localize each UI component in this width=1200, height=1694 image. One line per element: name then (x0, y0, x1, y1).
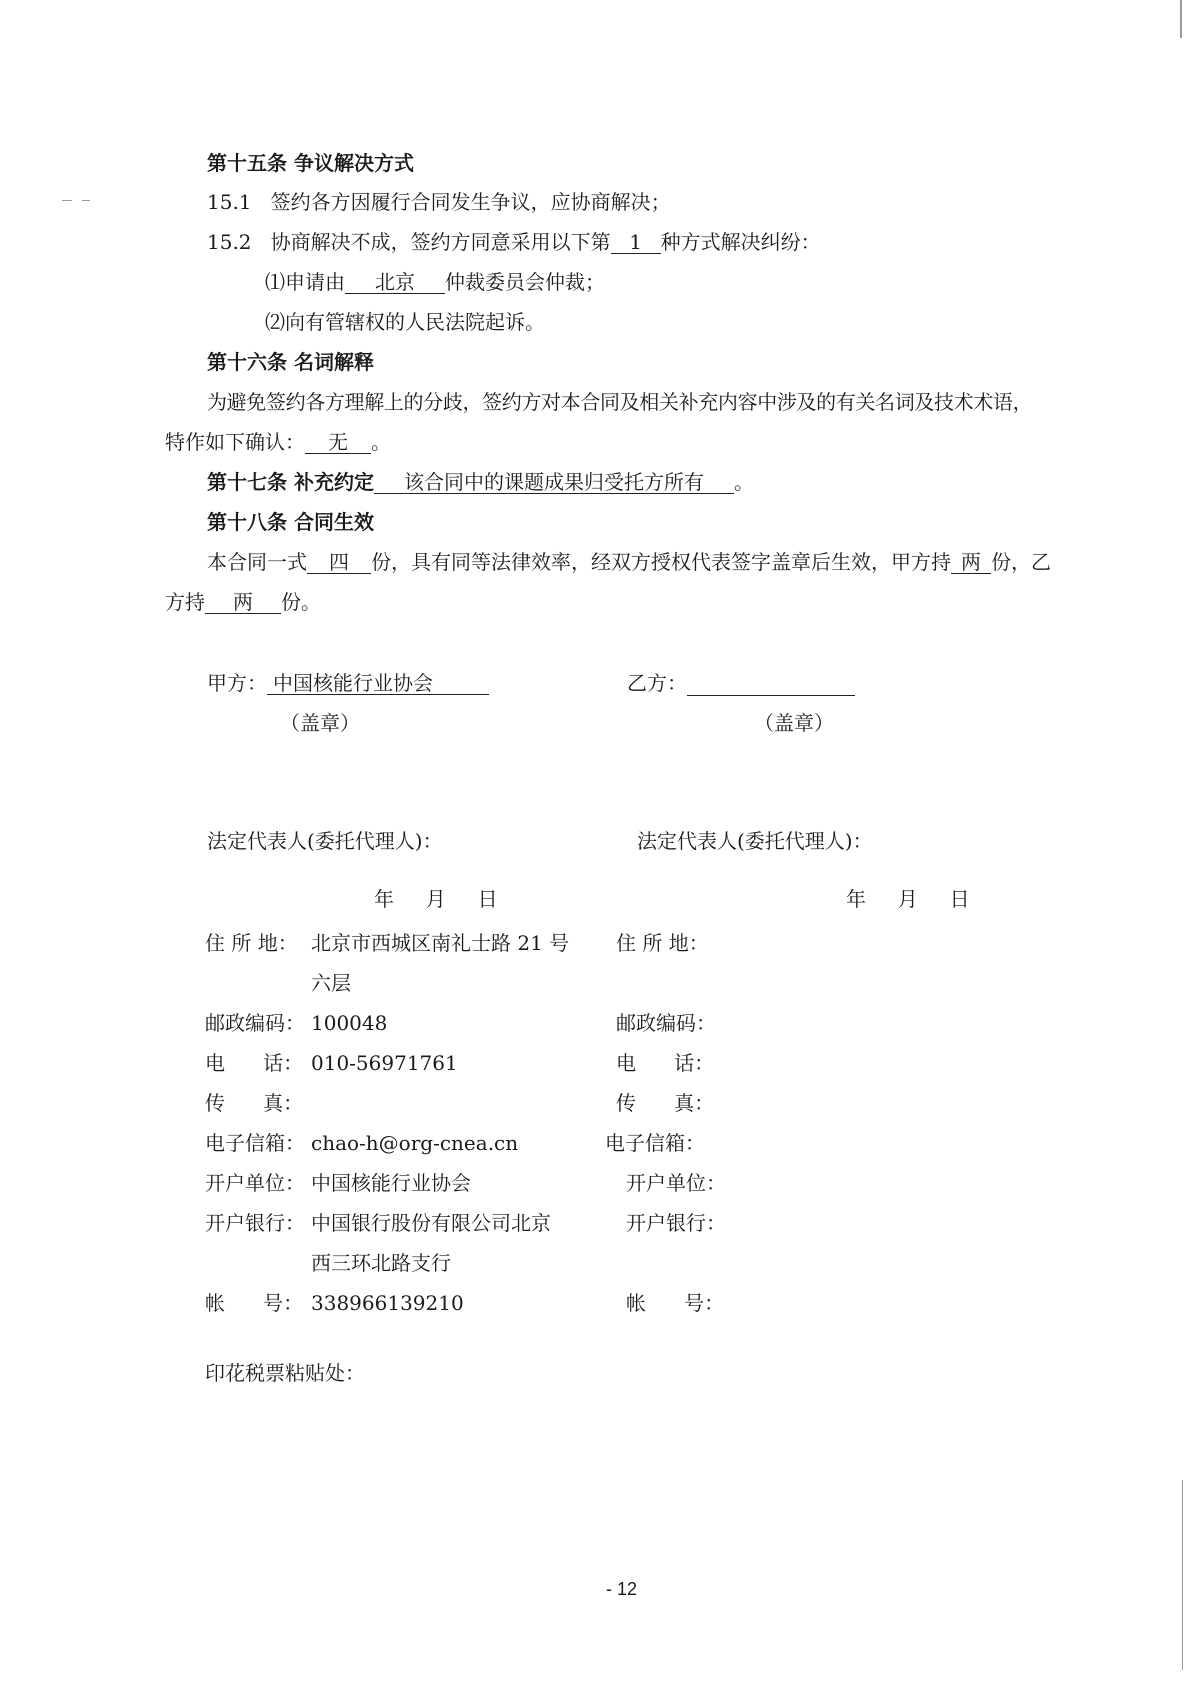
copies-total-field: 四 (307, 551, 371, 574)
copies-party-b-field: 两 (205, 591, 281, 614)
page-number: - 12 (606, 1579, 638, 1599)
party-a-bank-cont: 西三环北路支行 (311, 1251, 451, 1275)
article-15-heading: 第十五条 争议解决方式 (207, 151, 414, 175)
party-a-representative: 法定代表人(委托代理人)： (207, 829, 443, 853)
scan-mark-top-right (1180, 0, 1182, 38)
definitions-field: 无 (305, 431, 371, 454)
arbitration-city-field: 北京 (345, 271, 445, 294)
party-a-address-label: 住 所 地： (205, 931, 298, 955)
article-16-line2 (165, 429, 391, 455)
clause-15-1 (207, 189, 671, 215)
party-b-account-unit-label: 开户单位： (626, 1171, 726, 1195)
party-b-phone-label: 电 话： (616, 1051, 715, 1075)
line-text: 。 (371, 430, 391, 454)
clause-number: 15.1 (207, 190, 252, 214)
party-a-account-unit-label: 开户单位： (205, 1171, 305, 1195)
article-18-line1 (207, 549, 1051, 575)
party-b-bank-label: 开户银行： (626, 1211, 726, 1235)
party-b-fax-label: 传 真： (616, 1091, 715, 1115)
clause-15-2 (207, 229, 821, 255)
party-b-account-label: 帐 号： (626, 1291, 725, 1315)
party-a-phone: 010-56971761 (311, 1051, 458, 1075)
party-a-address-cont: 六层 (311, 971, 351, 995)
party-a-seal: （盖章） (280, 711, 360, 735)
party-a-label: 甲方： (207, 671, 267, 695)
scan-mark-right-edge (1182, 1480, 1183, 1670)
party-a-email: chao-h@org-cnea.cn (311, 1131, 519, 1155)
line-text: 。 (733, 470, 754, 494)
party-a-bank: 中国银行股份有限公司北京 (311, 1211, 551, 1235)
party-b-name-field (687, 673, 855, 696)
line-text: 特作如下确认： (165, 430, 305, 454)
option-text: ⑴申请由 (265, 270, 345, 294)
article-16-line1: 为避免签约各方理解上的分歧，签约方对本合同及相关补充内容中涉及的有关名词及技术术语， (207, 390, 1033, 414)
party-a-account-label: 帐 号： (205, 1291, 304, 1315)
line-text: 份，具有同等法律效率，经双方授权代表签字盖章后生效，甲方持 (371, 550, 951, 574)
scan-mark-left (82, 200, 90, 201)
party-a-fax-label: 传 真： (205, 1091, 304, 1115)
party-a-postcode-label: 邮政编码： (205, 1011, 305, 1035)
party-b-line (627, 670, 855, 696)
article-17-heading: 第十七条 补充约定 (207, 470, 374, 494)
party-b-label: 乙方： (627, 671, 687, 695)
option-arbitration (265, 269, 605, 295)
party-b-email-label: 电子信箱： (605, 1131, 705, 1155)
party-a-bank-label: 开户银行： (205, 1211, 305, 1235)
article-17 (207, 469, 754, 495)
article-18-heading: 第十八条 合同生效 (207, 510, 374, 534)
party-a-phone-label: 电 话： (205, 1051, 304, 1075)
party-b-address-label: 住 所 地： (616, 931, 709, 955)
party-a-name-field: 中国核能行业协会 (267, 672, 489, 695)
party-a-email-label: 电子信箱： (205, 1131, 305, 1155)
party-a-address: 北京市西城区南礼士路 21 号 (311, 931, 570, 955)
party-a-date: 年 月 日 (374, 887, 498, 911)
party-b-seal: （盖章） (754, 711, 834, 735)
party-b-postcode-label: 邮政编码： (616, 1011, 716, 1035)
party-a-account: 338966139210 (311, 1291, 464, 1315)
clause-text: 协商解决不成，签约方同意采用以下第 (270, 230, 611, 254)
article-18-line2 (165, 589, 321, 615)
line-text: 份，乙 (991, 550, 1051, 574)
party-a-account-unit: 中国核能行业协会 (311, 1171, 471, 1195)
copies-party-a-field: 两 (951, 551, 991, 574)
stamp-tax-area-label: 印花税票粘贴处： (205, 1361, 365, 1385)
clause-text: 签约各方因履行合同发生争议，应协商解决； (270, 190, 671, 214)
scan-mark-left (62, 200, 72, 201)
line-text: 份。 (281, 590, 321, 614)
option-text: 仲裁委员会仲裁； (445, 270, 605, 294)
clause-text: 种方式解决纠纷： (660, 230, 821, 254)
party-a-postcode: 100048 (311, 1011, 388, 1035)
clause-number: 15.2 (207, 230, 252, 254)
party-b-date: 年 月 日 (846, 887, 970, 911)
party-b-representative: 法定代表人(委托代理人)： (637, 829, 873, 853)
line-text: 本合同一式 (207, 550, 307, 574)
supplementary-field: 该合同中的课题成果归受托方所有 (374, 471, 734, 494)
option-court: ⑵向有管辖权的人民法院起诉。 (265, 310, 545, 334)
dispute-method-field: 1 (611, 231, 661, 254)
party-a-line (207, 670, 489, 696)
line-text: 方持 (165, 590, 205, 614)
article-16-heading: 第十六条 名词解释 (207, 350, 374, 374)
